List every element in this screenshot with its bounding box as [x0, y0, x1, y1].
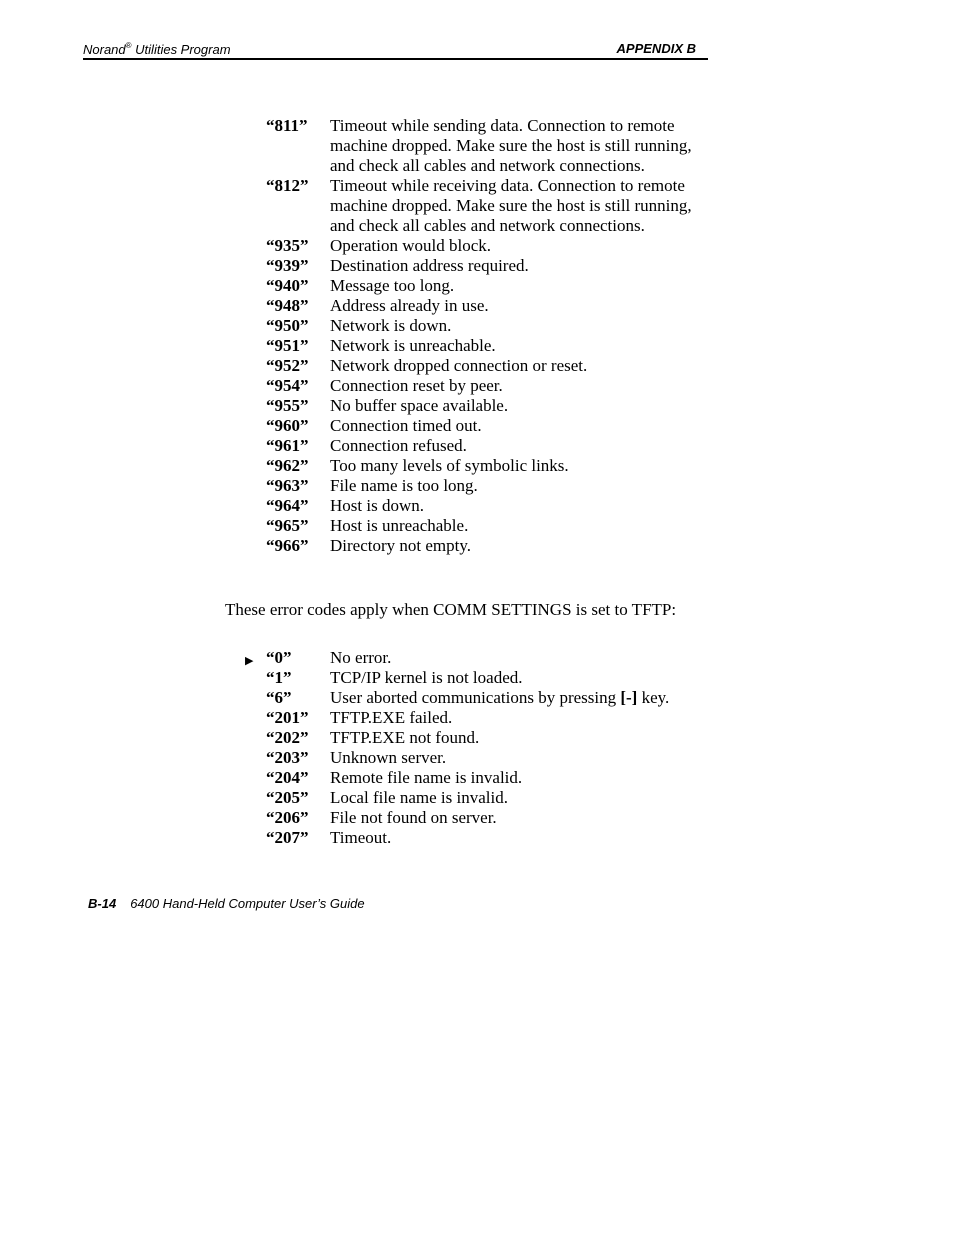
- error-description: Remote file name is invalid.: [330, 768, 523, 787]
- error-code: “201”: [266, 708, 309, 727]
- error-code-row: [266, 516, 706, 536]
- error-code: “954”: [266, 376, 309, 395]
- page-footer: [88, 896, 365, 911]
- error-code: “960”: [266, 416, 309, 435]
- header-brand: Norand: [83, 42, 126, 57]
- error-code: “205”: [266, 788, 309, 807]
- error-code-row: [266, 668, 706, 688]
- error-code: “961”: [266, 436, 309, 455]
- error-code: “0”: [266, 648, 292, 667]
- error-description: Network dropped connection or reset.: [330, 356, 588, 375]
- error-code-row: [266, 768, 706, 788]
- error-code-row: [266, 296, 706, 316]
- header-title: [83, 41, 231, 57]
- error-code-list-top: [266, 116, 706, 556]
- error-description: No buffer space available.: [330, 396, 509, 415]
- error-description-text: User aborted communications by pressing: [330, 688, 617, 707]
- error-code: “811”: [266, 116, 308, 135]
- error-code: “940”: [266, 276, 309, 295]
- error-code-row: [266, 316, 706, 336]
- error-code-row: [266, 536, 706, 556]
- error-code: “812”: [266, 176, 309, 195]
- error-code: “207”: [266, 828, 309, 847]
- page-number: B-14: [88, 896, 117, 911]
- error-description: Address already in use.: [330, 296, 489, 315]
- error-code: “966”: [266, 536, 309, 555]
- error-code-row: [266, 356, 706, 376]
- error-code: “962”: [266, 456, 309, 475]
- error-description: Directory not empty.: [330, 536, 471, 555]
- error-description: Network is down.: [330, 316, 452, 335]
- error-code: “963”: [266, 476, 309, 495]
- error-code-row: [266, 648, 706, 668]
- tftp-intro-paragraph: These error codes apply when COMM SETTINGS is set to TFTP:: [225, 600, 677, 619]
- error-code: “202”: [266, 728, 309, 747]
- error-code: “6”: [266, 688, 292, 707]
- error-description: Destination address required.: [330, 256, 529, 275]
- error-description: Timeout while receiving data. Connection to remote machine dropped. Make sure the host is still running, and check all cables and network connections.: [330, 176, 692, 235]
- error-code-row: [266, 416, 706, 436]
- error-description: TFTP.EXE not found.: [330, 728, 480, 747]
- key-label: [-]: [620, 688, 638, 707]
- error-description-suffix: key.: [637, 688, 670, 707]
- error-code-row: [266, 708, 706, 728]
- error-description: Connection timed out.: [330, 416, 482, 435]
- error-description: Host is down.: [330, 496, 424, 515]
- registered-mark: ®: [125, 41, 132, 50]
- error-description: Message too long.: [330, 276, 455, 295]
- error-description: TFTP.EXE failed.: [330, 708, 453, 727]
- error-code-row: [266, 476, 706, 496]
- error-code: “948”: [266, 296, 309, 315]
- error-code-row: [266, 376, 706, 396]
- page-header: [83, 40, 708, 60]
- error-description: Timeout while sending data. Connection to remote machine dropped. Make sure the host is still running, and check all cables and network connections.: [330, 116, 692, 175]
- error-code-row: [266, 116, 706, 176]
- error-code-row: [266, 496, 706, 516]
- error-code-row: [266, 456, 706, 476]
- error-code: “939”: [266, 256, 309, 275]
- error-description: No error.: [330, 648, 392, 667]
- error-description: Local file name is invalid.: [330, 788, 508, 807]
- error-code: “206”: [266, 808, 309, 827]
- error-description: [330, 688, 700, 708]
- error-code-row: [266, 256, 706, 276]
- error-code-row: [266, 788, 706, 808]
- error-code: “950”: [266, 316, 309, 335]
- error-code: “964”: [266, 496, 309, 515]
- error-code-list-tftp: [266, 648, 706, 848]
- error-code: “955”: [266, 396, 309, 415]
- error-code: “1”: [266, 668, 292, 687]
- error-code-row: [266, 436, 706, 456]
- error-code-row: [266, 728, 706, 748]
- error-code-row: [266, 396, 706, 416]
- error-code: “935”: [266, 236, 309, 255]
- footer-title: 6400 Hand-Held Computer User’s Guide: [130, 896, 365, 911]
- error-description: Connection refused.: [330, 436, 467, 455]
- arrow-marker-icon: ▶: [245, 654, 254, 667]
- error-description: Too many levels of symbolic links.: [330, 456, 569, 475]
- error-description: Unknown server.: [330, 748, 447, 767]
- error-code-row: [266, 688, 706, 708]
- error-code: “203”: [266, 748, 309, 767]
- error-description: Connection reset by peer.: [330, 376, 503, 395]
- error-description: Network is unreachable.: [330, 336, 496, 355]
- error-code: “952”: [266, 356, 309, 375]
- header-section: APPENDIX B: [616, 41, 696, 56]
- error-description: Operation would block.: [330, 236, 491, 255]
- error-description: File not found on server.: [330, 808, 497, 827]
- error-code-row: [266, 808, 706, 828]
- error-code: “965”: [266, 516, 309, 535]
- error-code-row: [266, 828, 706, 848]
- error-code-row: [266, 748, 706, 768]
- error-code-row: [266, 276, 706, 296]
- error-description: TCP/IP kernel is not loaded.: [330, 668, 523, 687]
- error-description: Timeout.: [330, 828, 392, 847]
- error-description: File name is too long.: [330, 476, 478, 495]
- error-description: Host is unreachable.: [330, 516, 469, 535]
- header-subtitle: Utilities Program: [135, 42, 231, 57]
- error-code: “951”: [266, 336, 309, 355]
- error-code: “204”: [266, 768, 309, 787]
- error-code-row: [266, 236, 706, 256]
- error-code-row: [266, 336, 706, 356]
- error-code-row: [266, 176, 706, 236]
